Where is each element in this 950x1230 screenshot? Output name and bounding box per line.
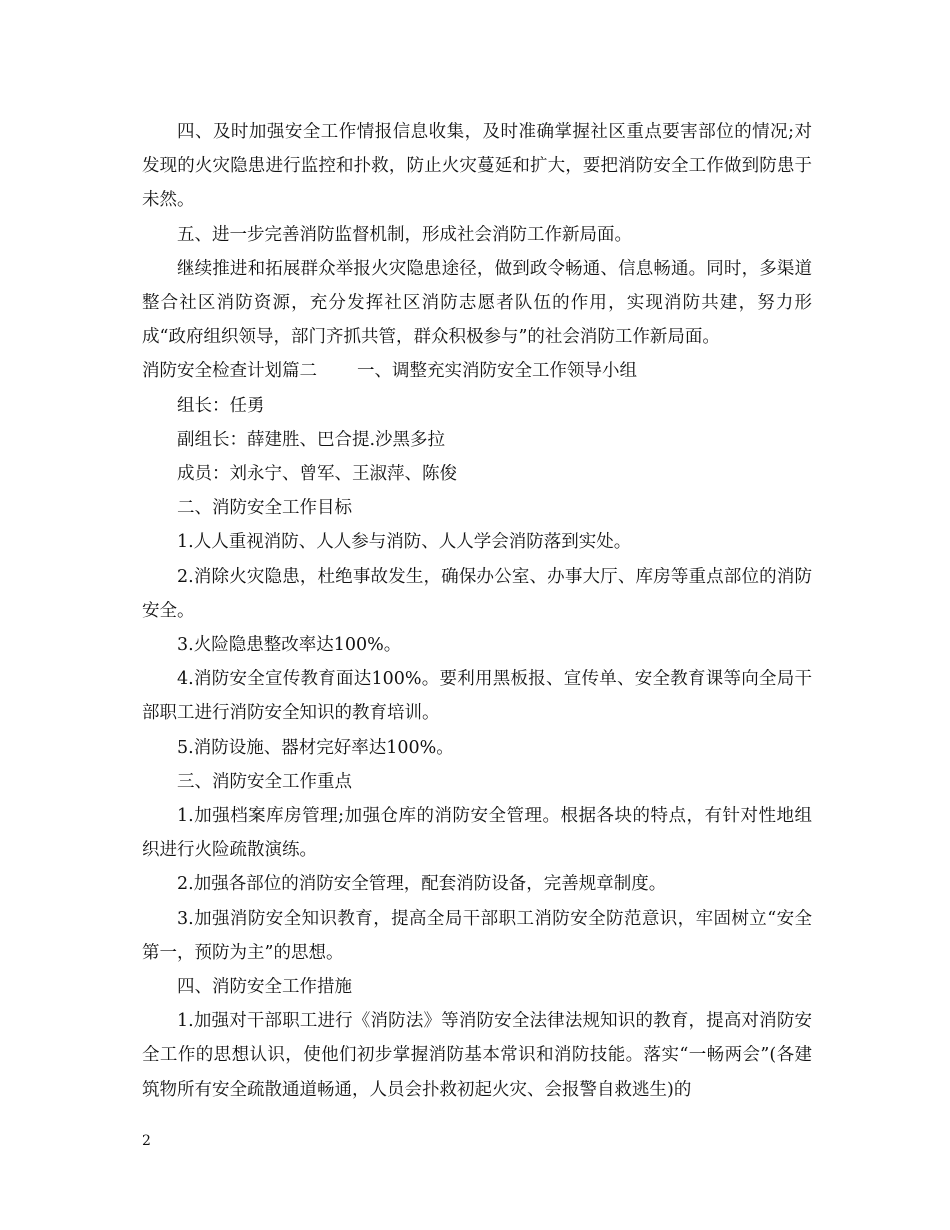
paragraph: 二、消防安全工作目标	[177, 498, 352, 519]
paragraph: 五、进一步完善消防监督机制，形成社会消防工作新局面。	[177, 224, 632, 245]
paragraph: 2.消除火灾隐患，杜绝事故发生，确保办公室、办事大厅、库房等重点部位的消防安全。	[142, 566, 812, 621]
paragraph: 组长：任勇	[177, 395, 265, 416]
paragraph: 5.消防设施、器材完好率达100%。	[177, 737, 454, 758]
paragraph: 成员：刘永宁、曾军、王淑萍、陈俊	[177, 464, 457, 485]
paragraph: 1.人人重视消防、人人参与消防、人人学会消防落到实处。	[177, 532, 632, 553]
paragraph: 四、消防安全工作措施	[177, 977, 352, 998]
paragraph: 副组长：薛建胜、巴合提.沙黑多拉	[177, 429, 446, 450]
paragraph: 2.加强各部位的消防安全管理，配套消防设备，完善规章制度。	[177, 874, 667, 895]
paragraph: 继续推进和拓展群众举报火灾隐患途径，做到政令畅通、信息畅通。同时，多渠道整合社区消防资源，充分发挥社区消防志愿者队伍的作用，实现消防共建，努力形成“政府组织领导，部门齐抓共管，群众积极参与”的社会消防工作新局面。	[142, 258, 812, 348]
document-page	[142, 115, 812, 1107]
paragraph: 4.消防安全宣传教育面达100%。要利用黑板报、宣传单、安全教育课等向全局干部职工进行消防安全知识的教育培训。	[142, 669, 812, 724]
section-heading-line	[142, 354, 812, 388]
page-number: 2	[142, 1133, 151, 1149]
paragraph: 1.加强档案库房管理;加强仓库的消防安全管理。根据各块的特点，有针对性地组织进行火险疏散演练。	[142, 806, 812, 861]
paragraph: 3.加强消防安全知识教育，提高全局干部职工消防安全防范意识，牢固树立“安全第一，预防为主”的思想。	[142, 908, 812, 963]
paragraph: 1.加强对干部职工进行《消防法》等消防安全法律法规知识的教育，提高对消防安全工作的思想认识，使他们初步掌握消防基本常识和消防技能。落实“一畅两会”(各建筑物所有安全疏散通道畅通，人员会扑救初起火灾、会报警自救逃生)的	[142, 1011, 812, 1100]
paragraph: 三、消防安全工作重点	[177, 771, 352, 792]
paragraph: 3.火险隐患整改率达100%。	[177, 635, 402, 656]
section-title: 消防安全检查计划篇二	[142, 361, 317, 382]
section-first-item: 一、调整充实消防安全工作领导小组	[357, 361, 637, 382]
paragraph: 四、及时加强安全工作情报信息收集，及时准确掌握社区重点要害部位的情况;对发现的火灾隐患进行监控和扑救，防止火灾蔓延和扩大，要把消防安全工作做到防患于未然。	[142, 122, 812, 211]
